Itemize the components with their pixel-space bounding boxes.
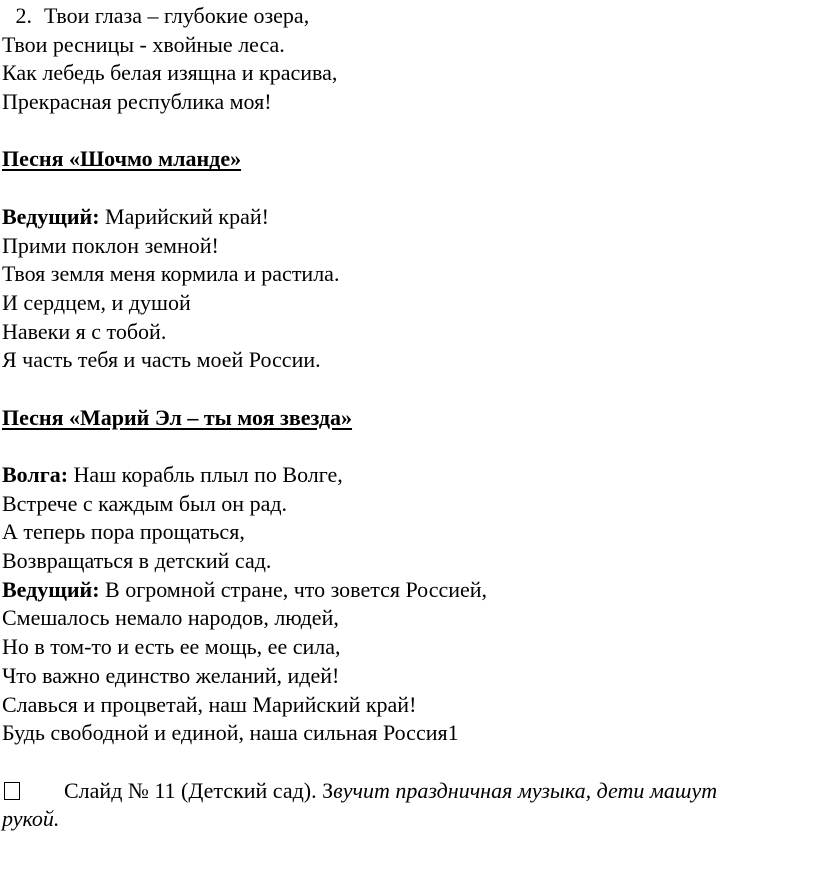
verse-line: Возвращаться в детский сад.	[2, 548, 272, 574]
speaker-line	[2, 461, 810, 490]
slide-stage-direction: вучит праздничная музыка, дети машут	[333, 777, 718, 803]
speaker-line	[2, 576, 810, 605]
list-number: 2.	[15, 3, 32, 28]
verse-line: Прекрасная республика моя!	[2, 89, 272, 115]
verse-line: Славься и процветай, наш Марийский край!	[2, 691, 417, 717]
blank-line	[2, 375, 810, 404]
verse-line: А теперь пора прощаться,	[2, 519, 245, 545]
document-page	[2, 2, 810, 834]
verse-line: Навеки я с тобой.	[2, 318, 167, 344]
blank-line	[2, 174, 810, 203]
blank-line	[2, 748, 810, 777]
verse-line: Но в том-то и есть ее мощь, ее сила,	[2, 634, 341, 660]
slide-label: Слайд № 11 (Детский сад). З	[64, 777, 334, 803]
verse-line: Что важно единство желаний, идей!	[2, 662, 340, 688]
speaker-label: Волга:	[2, 462, 69, 487]
slide-note	[2, 777, 810, 806]
verse-line: Будь свободной и единой, наша сильная Россия1	[2, 720, 459, 746]
verse-line: Я часть тебя и часть моей России.	[2, 347, 321, 373]
blank-line	[2, 432, 810, 461]
checkbox-bullet-icon	[4, 782, 20, 800]
speaker-line	[2, 203, 810, 232]
speaker-text: Наш корабль плыл по Волге,	[68, 462, 343, 487]
song-heading: Песня «Марий Эл – ты моя звезда»	[2, 404, 353, 430]
verse-line: Смешалось немало народов, людей,	[2, 605, 339, 631]
verse-line: Твоя земля меня кормила и растила.	[2, 261, 340, 287]
slide-stage-direction-continuation: рукой.	[2, 806, 60, 832]
blank-line	[2, 117, 810, 146]
verse-line: Твои ресницы - хвойные леса.	[2, 31, 285, 57]
verse-line: Встрече с каждым был он рад.	[2, 490, 288, 516]
speaker-text: В огромной стране, что зовется Россией,	[99, 576, 488, 602]
verse-line: И сердцем, и душой	[2, 289, 191, 315]
verse-line: Как лебедь белая изящна и красива,	[2, 60, 338, 86]
verse-line-numbered	[2, 2, 810, 31]
song-heading: Песня «Шочмо мланде»	[2, 146, 242, 172]
speaker-label: Ведущий:	[2, 203, 100, 229]
verse-line: Прими поклон земной!	[2, 232, 219, 258]
speaker-text: Марийский край!	[99, 203, 269, 229]
verse-line-text: Твои глаза – глубокие озера,	[44, 3, 310, 28]
speaker-label: Ведущий:	[2, 576, 100, 602]
